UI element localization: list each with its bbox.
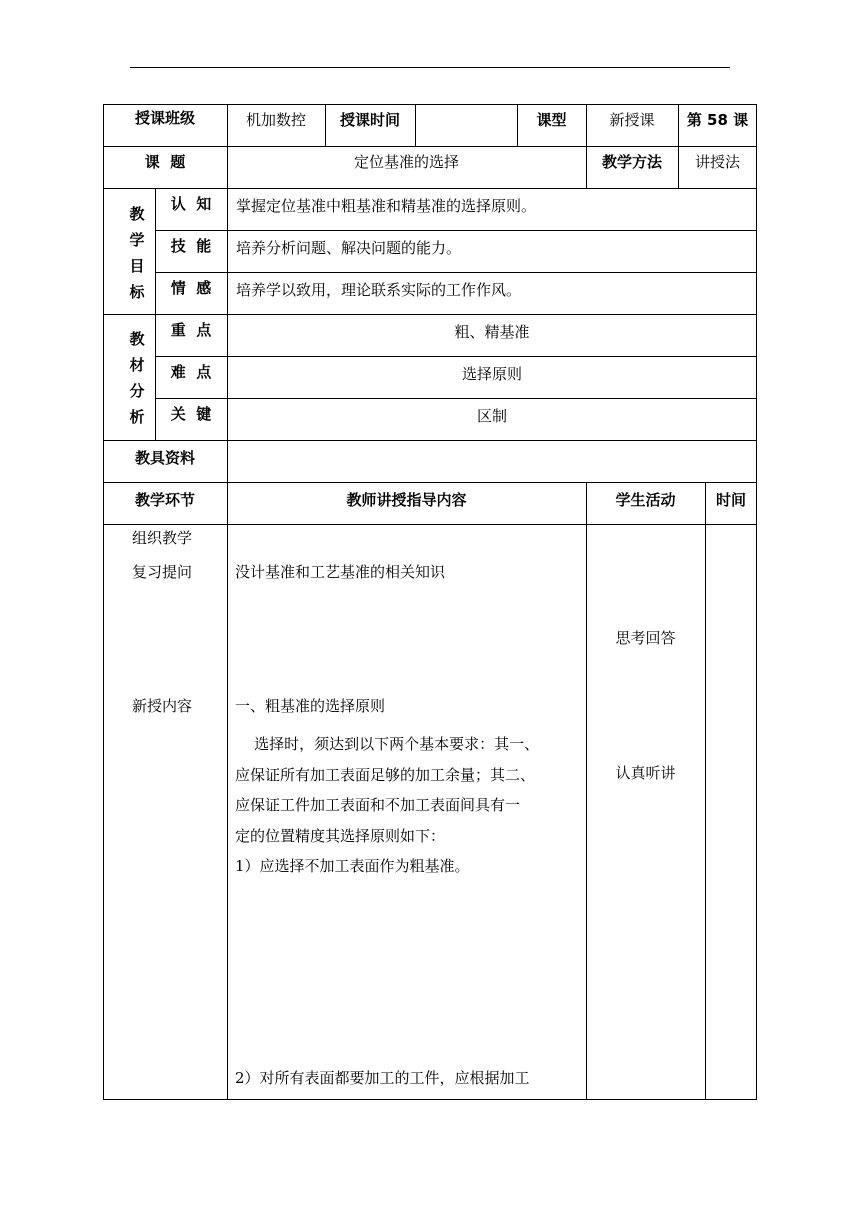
col-header-activity: 学生活动: [615, 491, 676, 509]
topic-label: 课 题: [144, 153, 186, 171]
type-value: 新授课: [609, 111, 655, 129]
stage-review: 复习提问: [132, 563, 193, 581]
stage-new-content: 新授内容: [132, 697, 193, 715]
objective-text-emotion: 培养学以致用，理论联系实际的工作作风。: [236, 281, 522, 299]
analysis-text-crux: 区制: [476, 407, 507, 425]
analysis-text-difficulty: 选择原则: [461, 365, 522, 383]
content-last-line: 2）对所有表面都要加工的工件，应根据加工: [235, 1069, 530, 1087]
analysis-label-crux: 关 键: [170, 405, 212, 423]
analysis-text-key-point: 粗、精基准: [454, 323, 530, 341]
topic-value: 定位基准的选择: [353, 153, 459, 171]
lesson-number: 第 58 课: [686, 111, 749, 129]
objective-label-emotion: 情 感: [170, 279, 212, 297]
time-label: 授课时间: [339, 111, 400, 129]
content-section-title: 一、粗基准的选择原则: [235, 697, 386, 715]
analysis-label-key-point: 重 点: [170, 321, 212, 339]
tools-label: 教具资料: [134, 449, 195, 467]
objective-text-cognition: 掌握定位基准中粗基准和精基准的选择原则。: [236, 197, 537, 215]
header-rule: [130, 67, 730, 68]
activity-listen: 认真听讲: [615, 764, 676, 782]
type-label: 课型: [536, 111, 567, 129]
objective-label-skill: 技 能: [170, 237, 212, 255]
col-header-time: 时间: [715, 491, 746, 509]
objectives-group-label: 教 学 目 标: [129, 205, 145, 301]
lesson-plan-table: [103, 104, 757, 1100]
activity-think-answer: 思考回答: [615, 629, 676, 647]
analysis-label-difficulty: 难 点: [170, 363, 212, 381]
method-value: 讲授法: [694, 153, 740, 171]
content-review: 没计基准和工艺基准的相关知识: [235, 563, 446, 581]
objective-text-skill: 培养分析问题、解决问题的能力。: [236, 239, 462, 257]
content-paragraph: 选择时，须达到以下两个基本要求：其一、 应保证所有加工表面足够的加工余量；其二、 应保证工件加工表面和不加工表面间具有一 定的位置精度其选择原则如下： 1）应选择不加工表面作为粗基准。: [235, 735, 540, 875]
col-header-stage: 教学环节: [134, 491, 195, 509]
stage-organize: 组织教学: [132, 529, 193, 547]
method-label: 教学方法: [601, 153, 662, 171]
class-label: 授课班级: [134, 109, 195, 127]
analysis-group-label: 教 材 分 析: [129, 330, 145, 426]
class-value: 机加数控: [245, 111, 306, 129]
objective-label-cognition: 认 知: [170, 195, 212, 213]
col-header-content: 教师讲授指导内容: [346, 491, 467, 509]
